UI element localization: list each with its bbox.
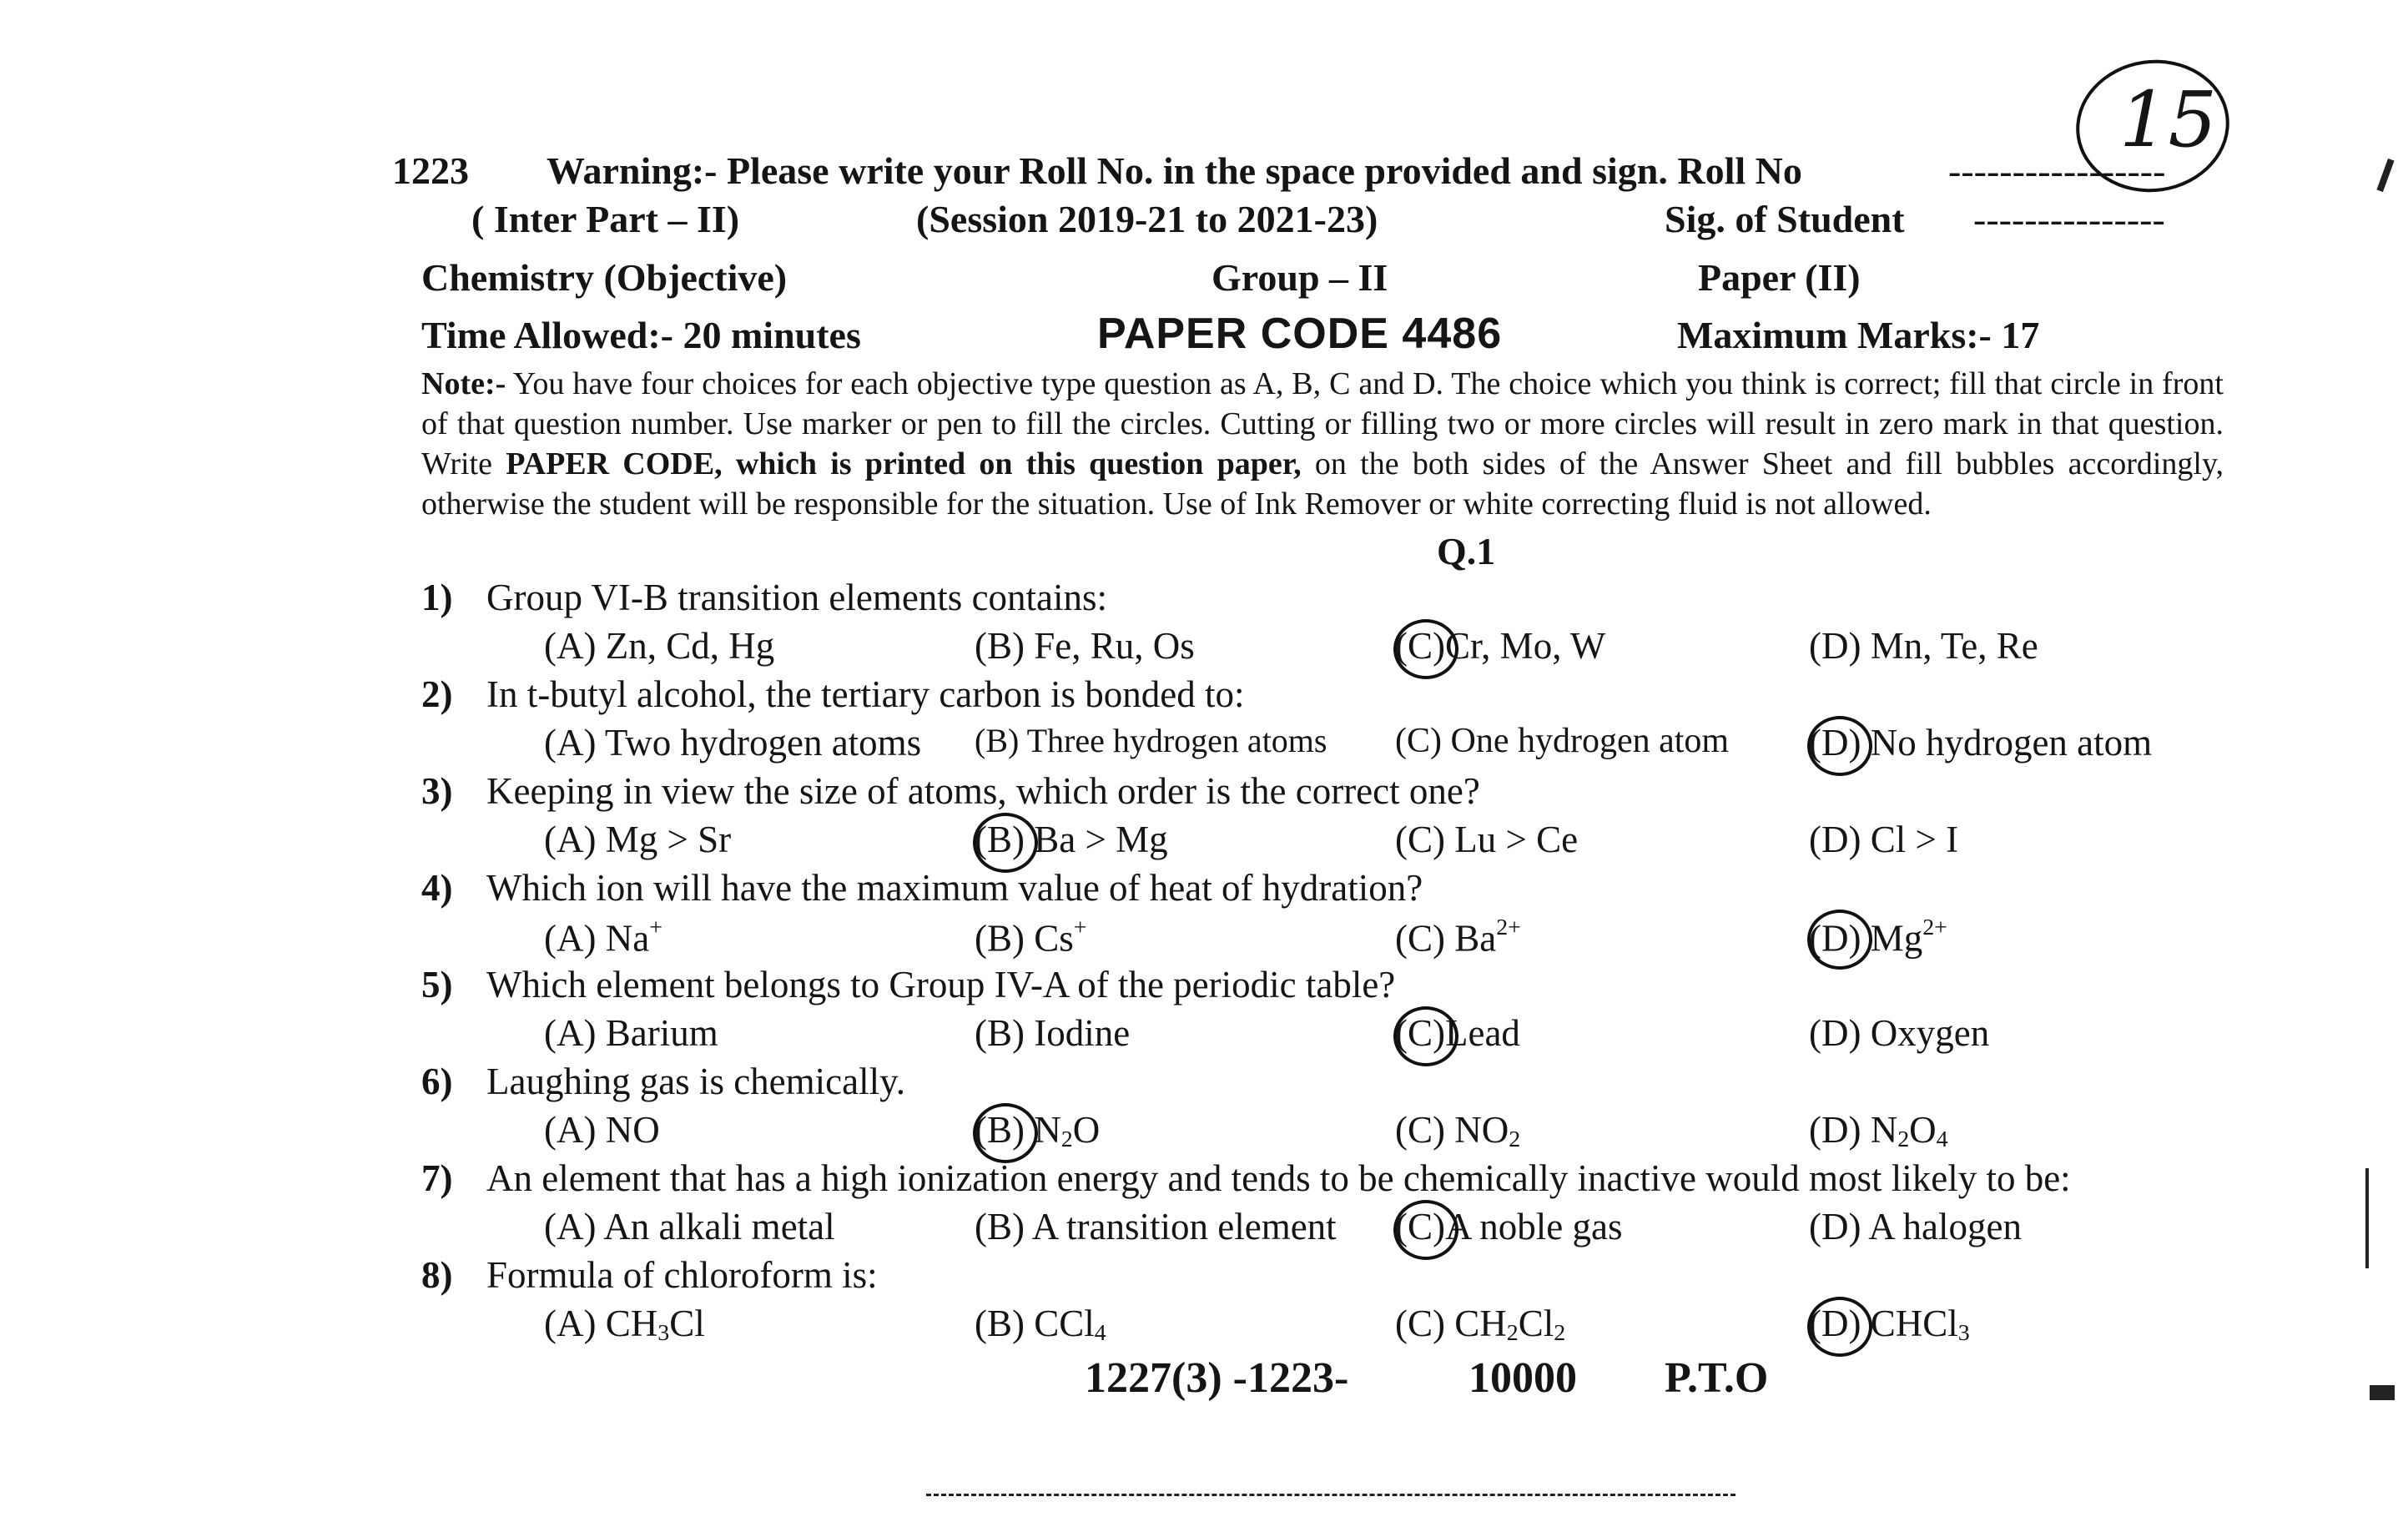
q5-option-a[interactable]: (A) Barium (544, 1012, 718, 1054)
q5-answer-circle (1393, 1006, 1458, 1066)
question-text: In t-butyl alcohol, the tertiary carbon is bonded to: (486, 673, 1245, 715)
signature-label: Sig. of Student (1665, 198, 1905, 240)
q8-option-a[interactable] (544, 1302, 705, 1347)
subscript: 2 (1897, 1126, 1910, 1153)
question-text: Formula of chloroform is: (486, 1254, 878, 1296)
option-text: (D) N (1809, 1109, 1898, 1151)
question-number: 2) (421, 673, 453, 715)
option-text: (D) CHCl (1809, 1303, 1958, 1344)
option-text: (C) CH (1395, 1303, 1507, 1344)
margin-mark (2376, 159, 2394, 192)
subscript: 2 (1506, 1320, 1519, 1347)
charge: 2+ (1496, 915, 1521, 940)
question-title: Q.1 (1437, 530, 1496, 572)
q1-option-c[interactable]: (C)Cr, Mo, W (1395, 625, 1606, 667)
question-text: Which element belongs to Group IV-A of the periodic table? (486, 964, 1396, 1005)
margin-mark (2370, 1385, 2395, 1400)
paper: Paper (II) (1698, 256, 1861, 299)
paper-code: PAPER CODE 4486 (1097, 310, 1503, 358)
note-text-2: on the both sides of the Answer Sheet and fill bubbles accordingly, otherwise the student will be responsible for the situation. Use of Ink Remover or white correcting fluid is not allowed. (421, 446, 2224, 522)
q4-option-c[interactable] (1395, 915, 1521, 960)
subscript: 4 (1094, 1320, 1106, 1347)
charge: 2+ (1922, 915, 1947, 940)
question-5 (421, 963, 1395, 1006)
group: Group – II (1212, 256, 1388, 299)
option-text: (B) N (975, 1109, 1061, 1151)
subscript: 2 (1509, 1126, 1521, 1153)
q4-option-b[interactable] (975, 915, 1087, 960)
q7-option-b[interactable]: (B) A transition element (975, 1206, 1337, 1247)
footer-pto: P.T.O (1665, 1354, 1769, 1402)
option-text: (C) NO (1395, 1109, 1509, 1151)
margin-mark (2365, 1168, 2380, 1268)
charge: + (1073, 915, 1087, 940)
signature-field[interactable]: --------------- (1973, 198, 2165, 240)
roll-no-field[interactable]: ----------------- (1948, 149, 2166, 192)
question-1 (421, 576, 1107, 619)
question-number: 7) (421, 1157, 453, 1199)
inter-part: ( Inter Part – II) (471, 198, 740, 240)
subscript: 3 (1957, 1320, 1970, 1347)
q6-option-c[interactable] (1395, 1108, 1520, 1153)
cut-line (926, 1494, 1735, 1496)
session: (Session 2019-21 to 2021-23) (916, 198, 1378, 240)
time-allowed: Time Allowed:- 20 minutes (421, 314, 861, 356)
instructions-note (421, 364, 2224, 524)
footer-code: 1227(3) -1223- (1085, 1354, 1349, 1402)
question-text: An element that has a high ionization energy and tends to be chemically inactive would most likely to be: (486, 1157, 2071, 1199)
question-number: 6) (421, 1061, 453, 1102)
q4-option-a[interactable] (544, 915, 662, 960)
q5-option-d[interactable]: (D) Oxygen (1809, 1012, 1990, 1054)
q7-answer-circle (1393, 1200, 1458, 1260)
question-number: 3) (421, 770, 453, 812)
option-text: (D) Mg (1809, 917, 1923, 960)
q4-answer-circle (1807, 910, 1872, 970)
q3-option-c[interactable]: (C) Lu > Ce (1395, 819, 1579, 860)
q2-option-a[interactable]: (A) Two hydrogen atoms (544, 722, 922, 764)
question-text: Which ion will have the maximum value of heat of hydration? (486, 867, 1423, 909)
question-text: Laughing gas is chemically. (486, 1061, 905, 1102)
score-mark: 15 (2119, 75, 2218, 164)
q6-answer-circle (973, 1103, 1038, 1163)
maximum-marks: Maximum Marks:- 17 (1677, 314, 2040, 356)
question-2 (421, 673, 1245, 716)
option-text: (B) Cs (975, 917, 1074, 960)
q3-option-d[interactable]: (D) Cl > I (1809, 819, 1959, 860)
option-tail: Cl (669, 1303, 705, 1344)
q2-option-c[interactable]: (C) One hydrogen atom (1395, 722, 1730, 760)
q8-answer-circle (1807, 1297, 1872, 1357)
q8-option-b[interactable] (975, 1302, 1106, 1347)
option-text: (B) CCl (975, 1303, 1095, 1344)
q2-option-b[interactable]: (B) Three hydrogen atoms (975, 722, 1327, 759)
q8-option-c[interactable] (1395, 1302, 1565, 1347)
q1-option-d[interactable]: (D) Mn, Te, Re (1809, 625, 2038, 667)
question-8 (421, 1253, 878, 1297)
subscript: 2 (1060, 1126, 1073, 1153)
question-number: 1) (421, 577, 453, 618)
note-label: Note:- (421, 366, 506, 401)
q6-option-d[interactable] (1809, 1108, 1948, 1153)
question-6 (421, 1060, 905, 1103)
note-bold: PAPER CODE, which is printed on this question paper, (506, 446, 1302, 481)
question-text: Group VI-B transition elements contains: (486, 577, 1108, 618)
question-7 (421, 1157, 2071, 1200)
q5-option-c[interactable]: (C)Lead (1395, 1012, 1520, 1054)
question-3 (421, 769, 1480, 813)
footer-count: 10000 (1468, 1354, 1577, 1402)
option-text: (A) CH (544, 1303, 658, 1344)
q2-option-d[interactable]: (D) No hydrogen atom (1809, 722, 2153, 764)
q6-option-a[interactable]: (A) NO (544, 1109, 660, 1151)
subscript: 4 (1936, 1126, 1948, 1153)
option-tail: O (1072, 1109, 1101, 1151)
q1-option-b[interactable]: (B) Fe, Ru, Os (975, 625, 1195, 667)
option-text: (A) Na (544, 917, 650, 960)
question-number: 8) (421, 1254, 453, 1296)
q7-option-c[interactable]: (C)A noble gas (1395, 1206, 1623, 1247)
option-mid: O (1909, 1109, 1937, 1151)
subscript: 2 (1554, 1320, 1566, 1347)
q5-option-b[interactable]: (B) Iodine (975, 1012, 1131, 1054)
question-4 (421, 866, 1423, 910)
warning-text: Warning:- Please write your Roll No. in the space provided and sign. Roll No (547, 149, 1802, 192)
q1-answer-circle (1393, 619, 1458, 679)
q3-option-b[interactable]: (B) Ba > Mg (975, 819, 1168, 860)
option-text: (C) Ba (1395, 917, 1497, 960)
q3-option-a[interactable]: (A) Mg > Sr (544, 819, 732, 860)
question-number: 4) (421, 867, 453, 909)
q7-option-d[interactable]: (D) A halogen (1809, 1206, 2022, 1247)
q3-answer-circle (973, 813, 1038, 873)
q2-answer-circle (1807, 716, 1872, 776)
subject: Chemistry (Objective) (421, 256, 788, 299)
charge: + (649, 915, 662, 940)
question-number: 5) (421, 964, 453, 1005)
subscript: 3 (657, 1320, 670, 1347)
q7-option-a[interactable]: (A) An alkali metal (544, 1206, 835, 1247)
exam-code: 1223 (392, 149, 469, 192)
q1-option-a[interactable]: (A) Zn, Cd, Hg (544, 625, 775, 667)
option-mid: Cl (1518, 1303, 1554, 1344)
note-text-1: You have four choices for each objective type question as A, B, C and D. The choice which you think is correct; fill that circle in front of that question number. Use marker or pen to fill the circles. Cutting or filling two or more circles will result in zero mark in that question. Write (421, 366, 2224, 481)
question-text: Keeping in view the size of atoms, which order is the correct one? (486, 770, 1480, 812)
